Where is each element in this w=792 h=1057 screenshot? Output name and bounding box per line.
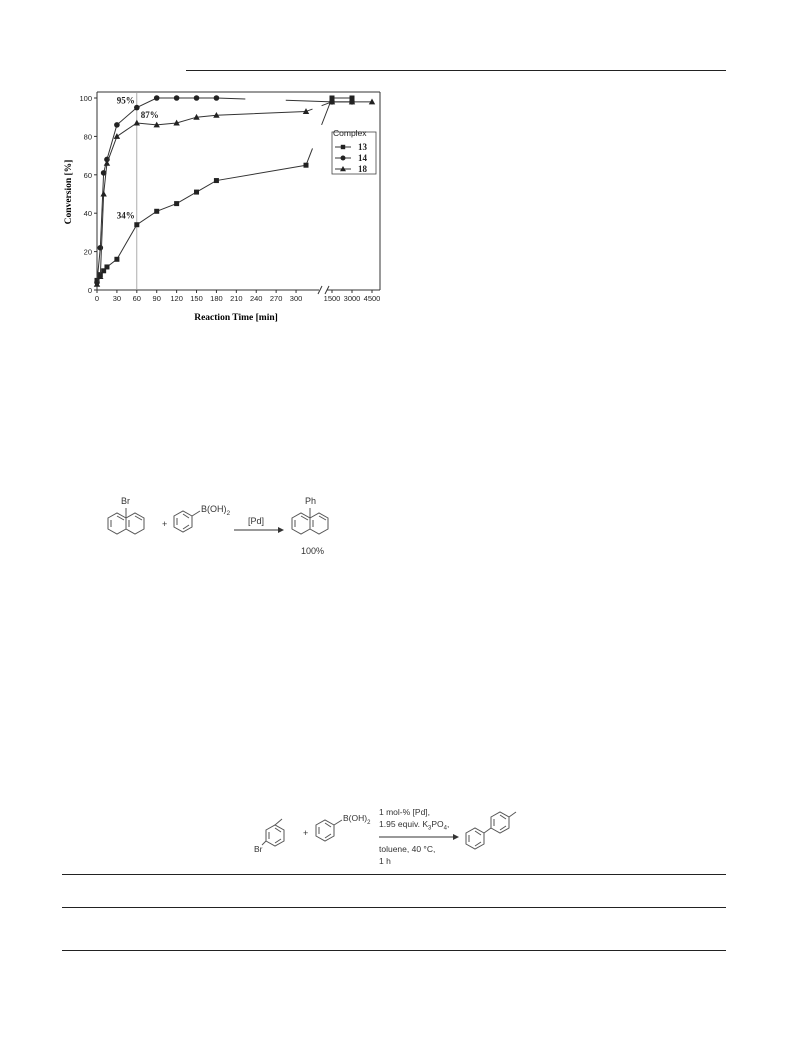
series-break-connector-14 xyxy=(216,98,245,99)
x-tick-label: 180 xyxy=(210,294,223,303)
plus-sign: + xyxy=(162,519,168,529)
point-14 xyxy=(194,95,200,101)
y-tick-label: 20 xyxy=(83,247,92,257)
chart-series xyxy=(94,95,375,287)
point-13 xyxy=(104,264,109,269)
table-top-rule xyxy=(62,874,726,875)
y-tick-label: 100 xyxy=(79,94,92,103)
x-tick-label: 150 xyxy=(190,294,203,303)
legend-marker xyxy=(341,145,345,149)
y-tick-label: 60 xyxy=(83,170,92,180)
point-13 xyxy=(214,178,219,183)
x-tick-label: 4500 xyxy=(363,294,381,303)
point-13 xyxy=(134,222,139,227)
product-methylbiphenyl xyxy=(466,812,516,849)
legend-label: 13 xyxy=(358,142,367,152)
point-13 xyxy=(154,209,159,214)
x-tick-label: 120 xyxy=(170,294,183,303)
condition-solvent-temp: toluene, 40 °C, xyxy=(379,844,436,854)
point-14 xyxy=(114,122,120,128)
x-tick-label: 240 xyxy=(249,294,263,303)
series-line-13 xyxy=(97,165,306,280)
point-14 xyxy=(154,95,160,101)
annotation-label: 34% xyxy=(116,210,135,221)
legend-title: Complex xyxy=(333,128,367,138)
bromo-label-2: Br xyxy=(254,844,263,854)
annotation-label: 87% xyxy=(140,109,159,120)
point-13 xyxy=(194,190,199,195)
x-tick-label: 60 xyxy=(132,294,141,303)
series-line-18 xyxy=(97,111,306,284)
conversion-chart-figure xyxy=(62,72,388,326)
reactant-phenylboronic-acid xyxy=(174,511,200,532)
point-18 xyxy=(100,191,106,197)
boronic-acid-label: $B(OH)_2$ xyxy=(201,504,231,517)
reactant-bromotoluene xyxy=(262,819,284,846)
point-14 xyxy=(214,95,220,101)
x-tick-label: 210 xyxy=(230,294,243,303)
conversion-chart xyxy=(62,72,388,326)
x-tick-label: 30 xyxy=(112,294,122,303)
x-tick-label: 300 xyxy=(289,294,303,303)
x-tick-label: 270 xyxy=(269,294,283,303)
chart-axes xyxy=(79,92,380,303)
legend-marker xyxy=(341,156,346,161)
point-13 xyxy=(114,257,119,262)
legend-box xyxy=(332,132,376,174)
catalyst-label: [Pd] xyxy=(248,516,265,526)
condition-catalyst: 1 mol-% [Pd], xyxy=(379,807,431,817)
point-13 xyxy=(174,201,179,206)
y-tick-label: 0 xyxy=(87,286,92,295)
boronic-acid-label-2: $B(OH)_2$ xyxy=(343,813,371,826)
x-tick-label: 1500 xyxy=(323,294,341,303)
legend-label: 14 xyxy=(358,153,367,163)
point-14 xyxy=(134,105,140,111)
yield-label: 100% xyxy=(301,546,325,556)
plus-sign-2: + xyxy=(303,828,309,838)
y-axis-label: Conversion [%] xyxy=(64,159,74,225)
x-tick-label: 90 xyxy=(152,294,161,303)
table-header-rule xyxy=(62,907,726,908)
series-break-connector-14 xyxy=(286,100,332,102)
y-tick-label: 80 xyxy=(83,132,92,142)
reaction-scheme-2 xyxy=(248,800,548,872)
bromo-label: Br xyxy=(121,496,130,506)
point-18 xyxy=(134,120,140,126)
legend-label: 18 xyxy=(358,164,367,174)
reactant-bromonaphthalene xyxy=(108,508,144,534)
arrowhead xyxy=(278,527,284,533)
point-13 xyxy=(304,163,309,168)
condition-base: 1.95 equiv. $K_3PO_4$, xyxy=(379,819,450,832)
x-axis-label: Reaction Time [min] xyxy=(194,313,278,323)
point-14 xyxy=(174,95,180,101)
phenyl-label: Ph xyxy=(305,496,317,506)
x-tick-label: 3000 xyxy=(343,294,361,303)
annotation-label: 95% xyxy=(116,95,135,106)
series-break-connector-13 xyxy=(306,148,313,165)
product-phenylnaphthalene xyxy=(292,508,328,534)
x-tick-label: 0 xyxy=(94,294,100,303)
point-14 xyxy=(98,245,104,251)
reactant-phenylboronic-acid-2 xyxy=(316,820,342,841)
arrowhead-2 xyxy=(453,834,459,840)
condition-time: 1 h xyxy=(379,856,391,866)
reaction-scheme-1 xyxy=(100,484,370,564)
header-rule xyxy=(186,70,726,71)
table-bottom-rule xyxy=(62,950,726,951)
y-tick-label: 40 xyxy=(83,209,92,219)
